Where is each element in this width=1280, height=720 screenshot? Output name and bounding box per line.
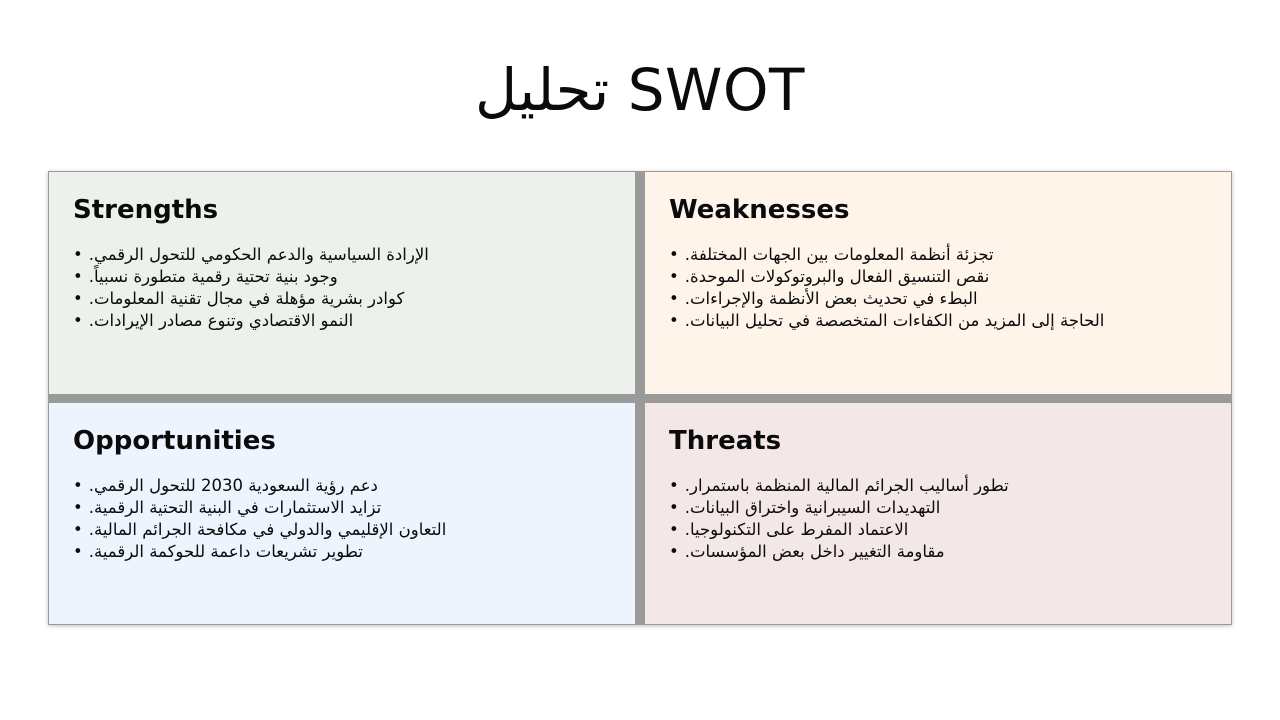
bullet-icon: • bbox=[669, 498, 679, 517]
bullet-icon: • bbox=[73, 267, 83, 286]
opportunities-list bbox=[73, 475, 611, 563]
weaknesses-quadrant bbox=[645, 172, 1231, 394]
list-item: • تطوير تشريعات داعمة للحوكمة الرقمية. bbox=[73, 542, 363, 561]
list-item: • تزايد الاستثمارات في البنية التحتية الرقمية. bbox=[73, 498, 382, 517]
list-item: • نقص التنسيق الفعال والبروتوكولات الموحدة. bbox=[669, 267, 990, 286]
list-item: • التعاون الإقليمي والدولي في مكافحة الجرائم المالية. bbox=[73, 520, 447, 539]
bullet-icon: • bbox=[73, 520, 83, 539]
bullet-icon: • bbox=[669, 311, 679, 330]
strengths-quadrant bbox=[49, 172, 635, 394]
bullet-icon: • bbox=[669, 542, 679, 561]
list-item: • الاعتماد المفرط على التكنولوجيا. bbox=[669, 520, 909, 539]
list-item: • البطء في تحديث بعض الأنظمة والإجراءات. bbox=[669, 289, 978, 308]
bullet-icon: • bbox=[73, 476, 83, 495]
list-item: • الإرادة السياسية والدعم الحكومي للتحول الرقمي. bbox=[73, 245, 429, 264]
list-item: • النمو الاقتصادي وتنوع مصادر الإيرادات. bbox=[73, 311, 354, 330]
bullet-icon: • bbox=[73, 245, 83, 264]
slide-title: تحليل SWOT bbox=[475, 56, 805, 124]
bullet-icon: • bbox=[669, 289, 679, 308]
list-item: • دعم رؤية السعودية 2030 للتحول الرقمي. bbox=[73, 476, 378, 495]
bullet-icon: • bbox=[73, 289, 83, 308]
bullet-icon: • bbox=[669, 245, 679, 264]
bullet-icon: • bbox=[669, 520, 679, 539]
strengths-list bbox=[73, 244, 611, 332]
threats-heading: Threats bbox=[669, 426, 782, 456]
opportunities-heading: Opportunities bbox=[73, 426, 276, 456]
list-item: • الحاجة إلى المزيد من الكفاءات المتخصصة في تحليل البيانات. bbox=[669, 311, 1105, 330]
threats-quadrant bbox=[645, 403, 1231, 624]
bullet-icon: • bbox=[73, 498, 83, 517]
bullet-icon: • bbox=[669, 267, 679, 286]
weaknesses-list bbox=[669, 244, 1207, 332]
threats-list bbox=[669, 475, 1207, 563]
bullet-icon: • bbox=[73, 311, 83, 330]
list-item: • كوادر بشرية مؤهلة في مجال تقنية المعلومات. bbox=[73, 289, 405, 308]
strengths-heading: Strengths bbox=[73, 195, 219, 225]
swot-grid bbox=[48, 171, 1232, 625]
list-item: • تطور أساليب الجرائم المالية المنظمة باستمرار. bbox=[669, 476, 1009, 495]
weaknesses-heading: Weaknesses bbox=[669, 195, 850, 225]
list-item: • التهديدات السيبرانية واختراق البيانات. bbox=[669, 498, 941, 517]
list-item: • مقاومة التغيير داخل بعض المؤسسات. bbox=[669, 542, 945, 561]
opportunities-quadrant bbox=[49, 403, 635, 624]
bullet-icon: • bbox=[73, 542, 83, 561]
list-item: • وجود بنية تحتية رقمية متطورة نسبياً. bbox=[73, 267, 338, 286]
bullet-icon: • bbox=[669, 476, 679, 495]
list-item: • تجزئة أنظمة المعلومات بين الجهات المختلفة. bbox=[669, 245, 994, 264]
